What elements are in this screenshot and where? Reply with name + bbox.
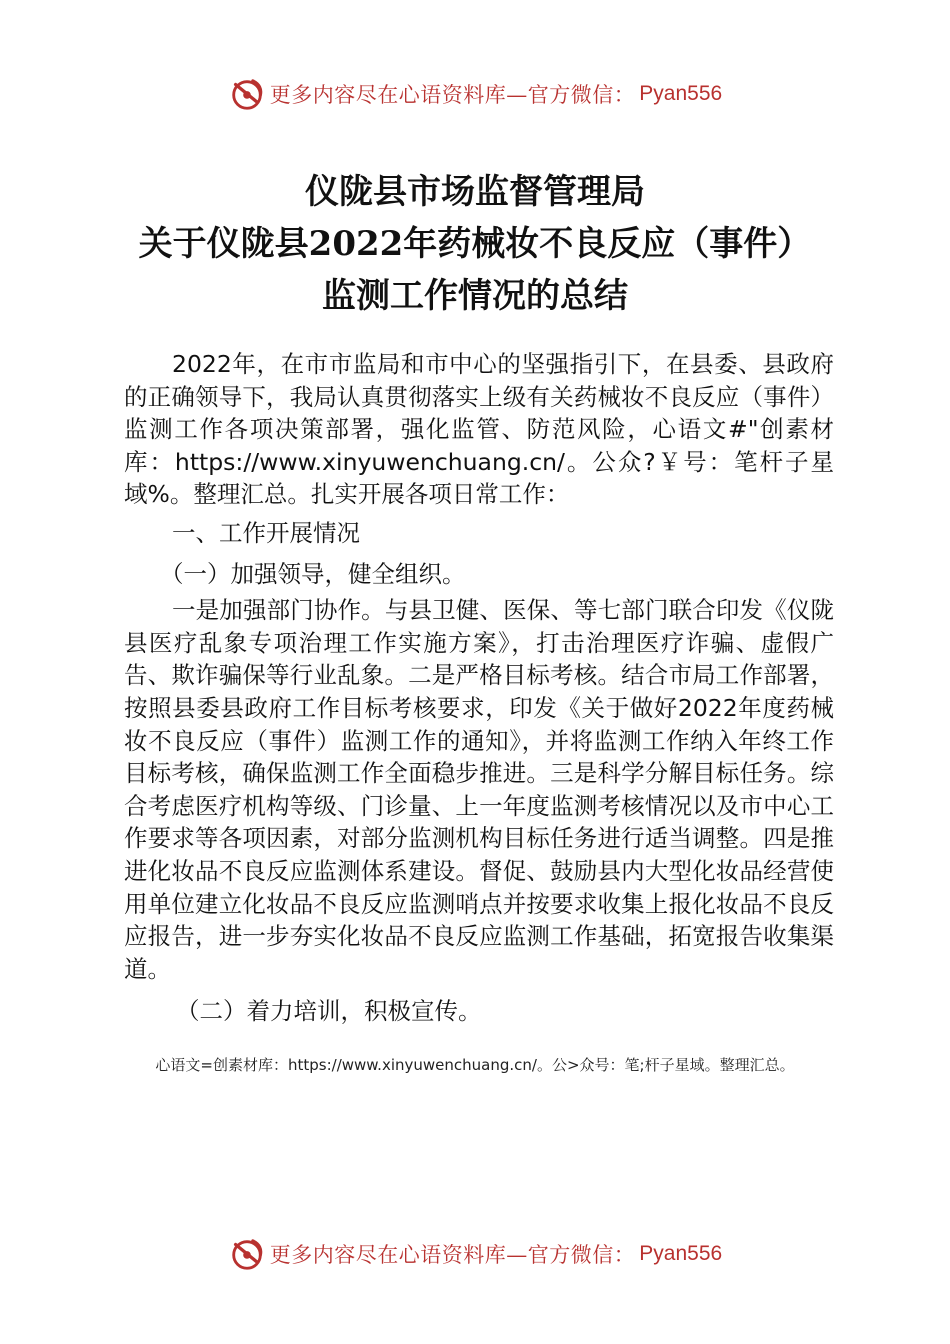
footnote-watermark: 心语文=创素材库：https://www.xinyuwenchuang.cn/。公>众号：笔;杆子星域。整理汇总。 <box>155 1056 795 1074</box>
title-line-1: 仪陇县市场监督管理局 <box>305 172 645 212</box>
section-heading-1: 一、工作开展情况 <box>172 518 360 547</box>
footer-banner <box>0 1232 950 1276</box>
subsection-heading-1: （一）加强领导，健全组织。 <box>160 559 466 588</box>
banner-wechat-id: Pyan556 <box>639 1242 723 1265</box>
subsection-heading-2: （二）着力培训，积极宣传。 <box>176 997 482 1026</box>
document-body <box>124 348 834 1028</box>
title-line-2: 关于仪陇县2022年药械妆不良反应（事件） <box>138 224 812 264</box>
banner-text: 更多内容尽在心语资料库—官方微信： <box>269 83 636 107</box>
banner-text: 更多内容尽在心语资料库—官方微信： <box>269 1243 636 1267</box>
title-line-3: 监测工作情况的总结 <box>322 276 628 316</box>
document-title <box>0 166 950 322</box>
logo-icon <box>228 1235 266 1273</box>
header-banner <box>0 72 950 116</box>
logo-icon <box>228 75 266 113</box>
intro-paragraph: 2022年，在市市监局和市中心的坚强指引下，在县委、县政府的正确领导下，我局认真贯彻落实上级有关药械妆不良反应（事件）监测工作各项决策部署，强化监管、防范风险，心语文#"创素材库：https://www.xinyuwenchuang.cn/。公众?￥号：笔杆子星域%。整理汇总。扎实开展各项日常工作： <box>124 350 834 509</box>
banner-wechat-id: Pyan556 <box>639 82 723 105</box>
body-paragraph-1: 一是加强部门协作。与县卫健、医保、等七部门联合印发《仪陇县医疗乱象专项治理工作实施方案》，打击治理医疗诈骗、虚假广告、欺诈骗保等行业乱象。二是严格目标考核。结合市局工作部署，按照县委县政府工作目标考核要求，印发《关于做好2022年度药械妆不良反应（事件）监测工作的通知》，并将监测工作纳入年终工作目标考核，确保监测工作全面稳步推进。三是科学分解目标任务。综合考虑医疗机构等级、门诊量、上一年度监测考核情况以及市中心工作要求等各项因素，对部分监测机构目标任务进行适当调整。四是推进化妆品不良反应监测体系建设。督促、鼓励县内大型化妆品经营使用单位建立化妆品不良反应监测哨点并按要求收集上报化妆品不良反应报告，进一步夯实化妆品不良反应监测工作基础，拓宽报告收集渠道。 <box>124 596 834 983</box>
